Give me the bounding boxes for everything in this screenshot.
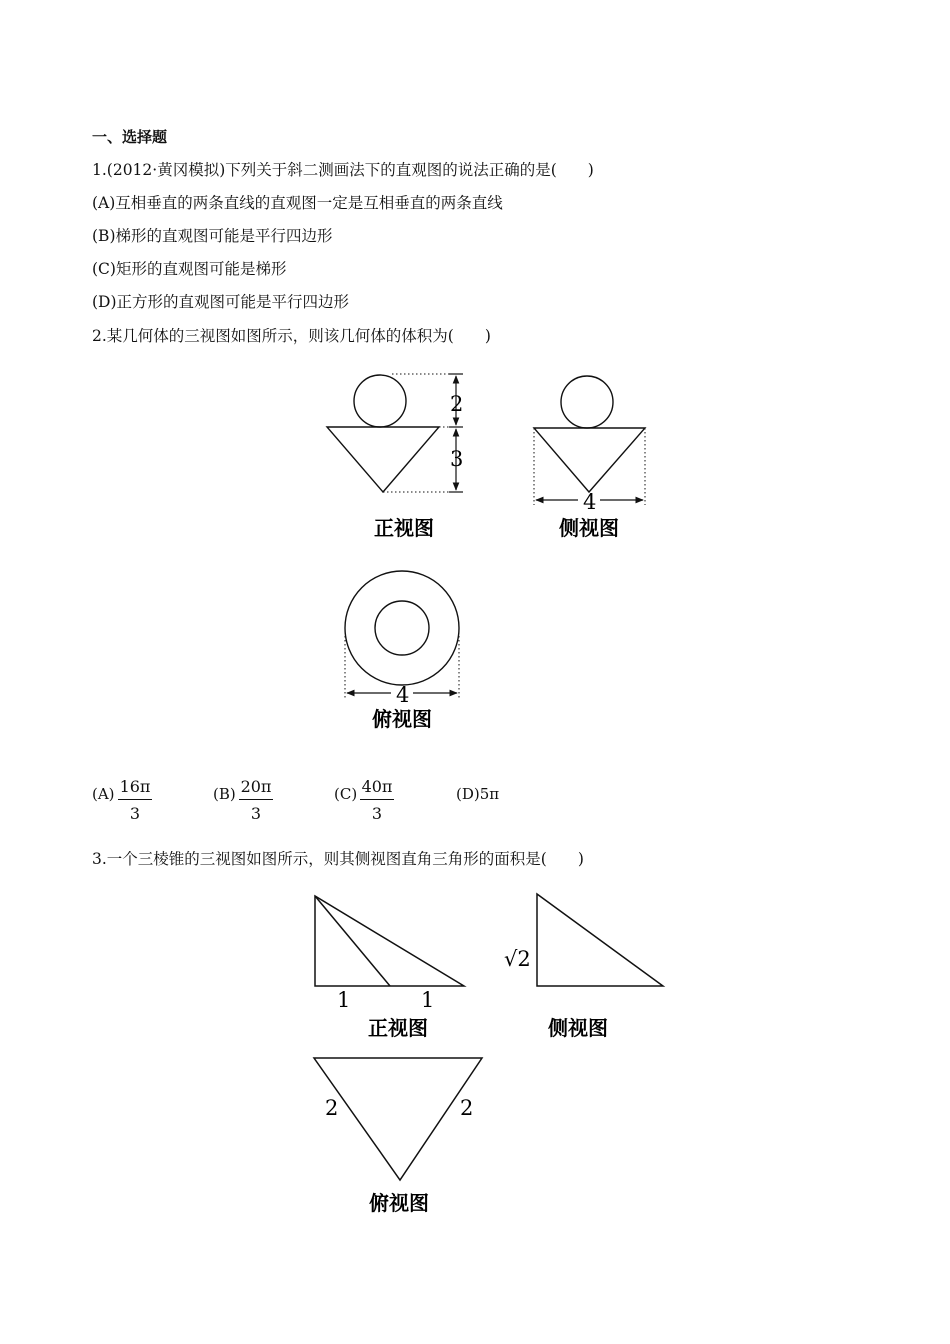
option-d-label: (D)5π: [456, 785, 500, 803]
section-title: 一、选择题: [92, 128, 168, 146]
q2-top-caption: 俯视图: [372, 707, 432, 731]
option-a-denominator: 3: [129, 804, 141, 823]
q3-front-view: [315, 896, 464, 986]
question-1-stem: 1.(2012·黄冈模拟)下列关于斜二测画法下的直观图的说法正确的是( ): [92, 161, 594, 179]
q2-top-width-label: 4: [396, 683, 410, 707]
question-2-stem: 2.某几何体的三视图如图所示，则该几何体的体积为( ): [92, 327, 491, 345]
option-c-label: (C): [334, 785, 358, 803]
option-c-denominator: 3: [371, 804, 383, 823]
q3-front-inner-edge: [315, 896, 390, 986]
q3-side-view: [537, 894, 663, 986]
q3-front-dim-right: 1: [421, 988, 435, 1012]
question-1-option-b: (B)梯形的直观图可能是平行四边形: [92, 227, 333, 245]
option-b-numerator: 20π: [239, 777, 273, 800]
question-1-option-d: (D)正方形的直观图可能是平行四边形: [92, 293, 350, 311]
q3-front-caption: 正视图: [368, 1016, 428, 1040]
q3-top-right-label: 2: [460, 1096, 474, 1120]
option-b-denominator: 3: [250, 804, 262, 823]
option-a-label: (A): [92, 785, 115, 803]
q2-front-caption: 正视图: [374, 516, 434, 540]
question-1-option-a: (A)互相垂直的两条直线的直观图一定是互相垂直的两条直线: [92, 194, 503, 212]
q3-side-caption: 侧视图: [548, 1016, 608, 1040]
option-c-numerator: 40π: [360, 777, 394, 800]
option-b-label: (B): [213, 785, 236, 803]
q2-side-caption: 侧视图: [559, 516, 619, 540]
option-a-numerator: 16π: [118, 777, 152, 800]
question-1-option-c: (C)矩形的直观图可能是梯形: [92, 260, 287, 278]
q3-top-triangle: [314, 1058, 482, 1180]
q3-top-caption: 俯视图: [369, 1191, 429, 1215]
q2-side-width-label: 4: [583, 490, 597, 514]
q3-front-dim-left: 1: [337, 988, 351, 1012]
q2-dim-bottom-label: 3: [450, 447, 464, 471]
question-3-stem: 3.一个三棱锥的三视图如图所示，则其侧视图直角三角形的面积是( ): [92, 850, 584, 868]
q3-side-right-triangle: [537, 894, 663, 986]
q3-side-height-label: √2: [504, 947, 531, 971]
q3-top-left-label: 2: [325, 1096, 339, 1120]
q3-front-outer-triangle: [315, 896, 464, 986]
q3-top-view: [314, 1058, 482, 1180]
q2-dim-top-label: 2: [450, 392, 464, 416]
